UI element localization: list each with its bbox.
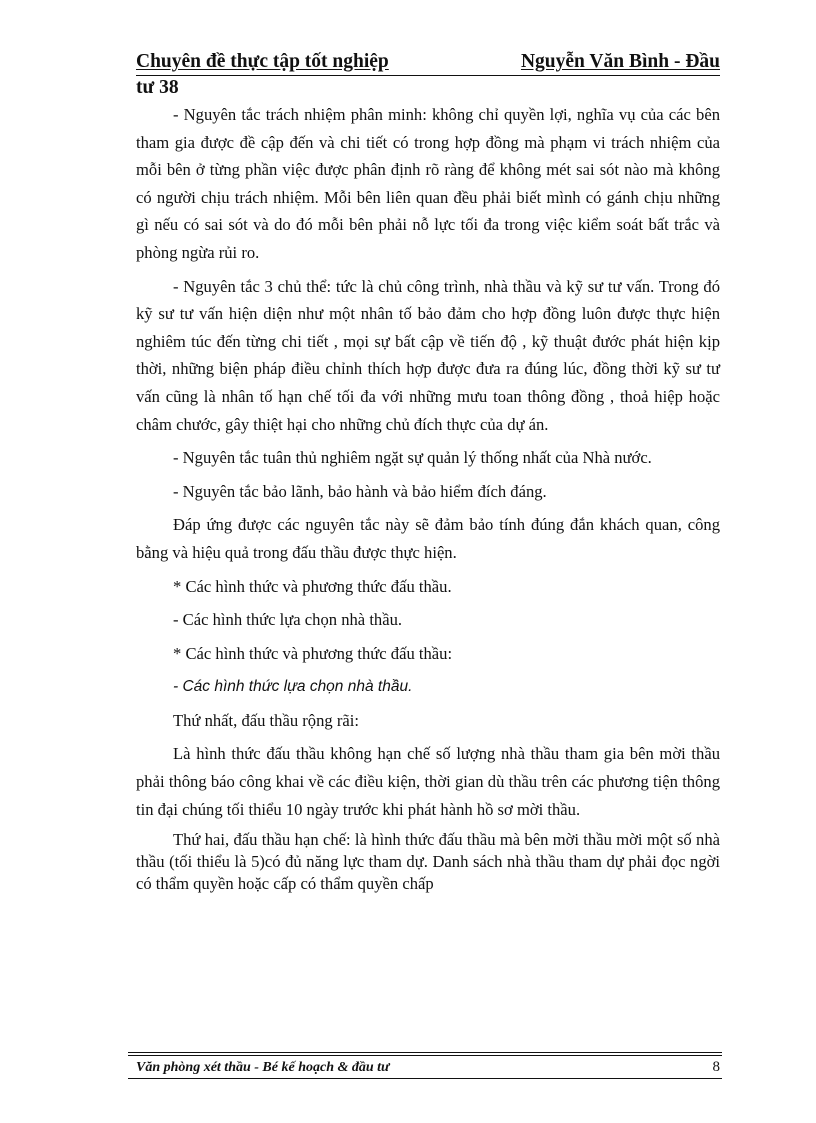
paragraph-italic: - Các hình thức lựa chọn nhà thầu. xyxy=(173,678,413,696)
paragraph: * Các hình thức và phương thức đấu thầu. xyxy=(173,576,452,596)
footer-line xyxy=(128,1056,722,1076)
footer-rule xyxy=(128,1052,722,1053)
page-header xyxy=(136,50,720,100)
paragraph: - Nguyên tắc tuân thủ nghiêm ngặt sự quản lý thống nhất của Nhà nước. xyxy=(173,448,652,468)
document-body xyxy=(136,101,720,895)
paragraph: Thứ nhất, đấu thầu rộng rãi: xyxy=(173,710,359,730)
paragraph: - Nguyên tắc 3 chủ thể: tức là chủ công trình, nhà thầu và kỹ sư tư vấn. Trong đó kỹ sư tư vấn hiện diện như một nhân tố bảo đảm cho hợp đồng luôn được thực hiện nghiêm túc đến từng chi tiết , mọi sự bất cập về tiến độ , kỹ thuật đước phát hiện kịp thời, những biện pháp điều chỉnh thích hợp được đưa ra đúng lúc, đồng thời kỹ sư tư vấn cũng là nhân tố hạn chế tối đa với những mưu toan thông đồng , thoả hiệp hoặc châm chước, gây thiệt hại cho những chủ đích thực của dự án. xyxy=(136,276,720,434)
paragraph: Là hình thức đấu thầu không hạn chế số lượng nhà thầu tham gia bên mời thầu phải thông báo công khai về các điều kiện, thời gian dù thầu trên các phương tiện thông tin đại chúng tối thiểu 10 ngày trước khi phát hành hồ sơ mời thầu. xyxy=(136,744,720,819)
footer-office: Văn phòng xét thầu - Bé kế hoạch & đầu tư xyxy=(136,1060,390,1075)
paragraph: Đáp ứng được các nguyên tắc này sẽ đảm bảo tính đúng đắn khách quan, công bằng và hiệu quả trong đấu thầu được thực hiện. xyxy=(136,515,720,562)
paragraph: * Các hình thức và phương thức đấu thầu: xyxy=(173,643,453,663)
page-footer xyxy=(128,1052,722,1079)
paragraph: - Nguyên tắc bảo lãnh, bảo hành và bảo hiểm đích đáng. xyxy=(173,481,547,501)
header-title-left: Chuyên đề thực tập tốt nghiệp xyxy=(136,51,389,72)
header-title-continuation: tư 38 xyxy=(136,77,179,98)
footer-rule xyxy=(128,1078,722,1079)
header-title-right: Nguyễn Văn Bình - Đầu xyxy=(520,51,720,72)
paragraph: - Nguyên tắc trách nhiệm phân minh: không chỉ quyền lợi, nghĩa vụ của các bên tham gia được đề cập đến và chi tiết có trong hợp đồng mà phạm vi trách nhiệm của mỗi bên ở từng phần việc được phân định rõ ràng để không mét sai sót nào mà không có người chịu trách nhiệm. Mỗi bên liên quan đều phải biết mình có gánh chịu những gì nếu có sai sót và do đó mỗi bên phải nỗ lực tối đa trong việc kiểm soát bất trắc và phòng ngừa rủi ro. xyxy=(136,105,720,262)
paragraph: Thứ hai, đấu thầu hạn chế: là hình thức đấu thầu mà bên mời thầu mời một số nhà thầu (tối thiểu là 5)có đủ năng lực tham dự. Danh sách nhà thầu tham dự phải đọc ngời có thẩm quyền hoặc cấp có thẩm quyền chấp xyxy=(136,830,720,894)
paragraph: - Các hình thức lựa chọn nhà thầu. xyxy=(173,610,403,630)
header-title-row xyxy=(136,50,720,76)
page-number: 8 xyxy=(712,1059,720,1075)
